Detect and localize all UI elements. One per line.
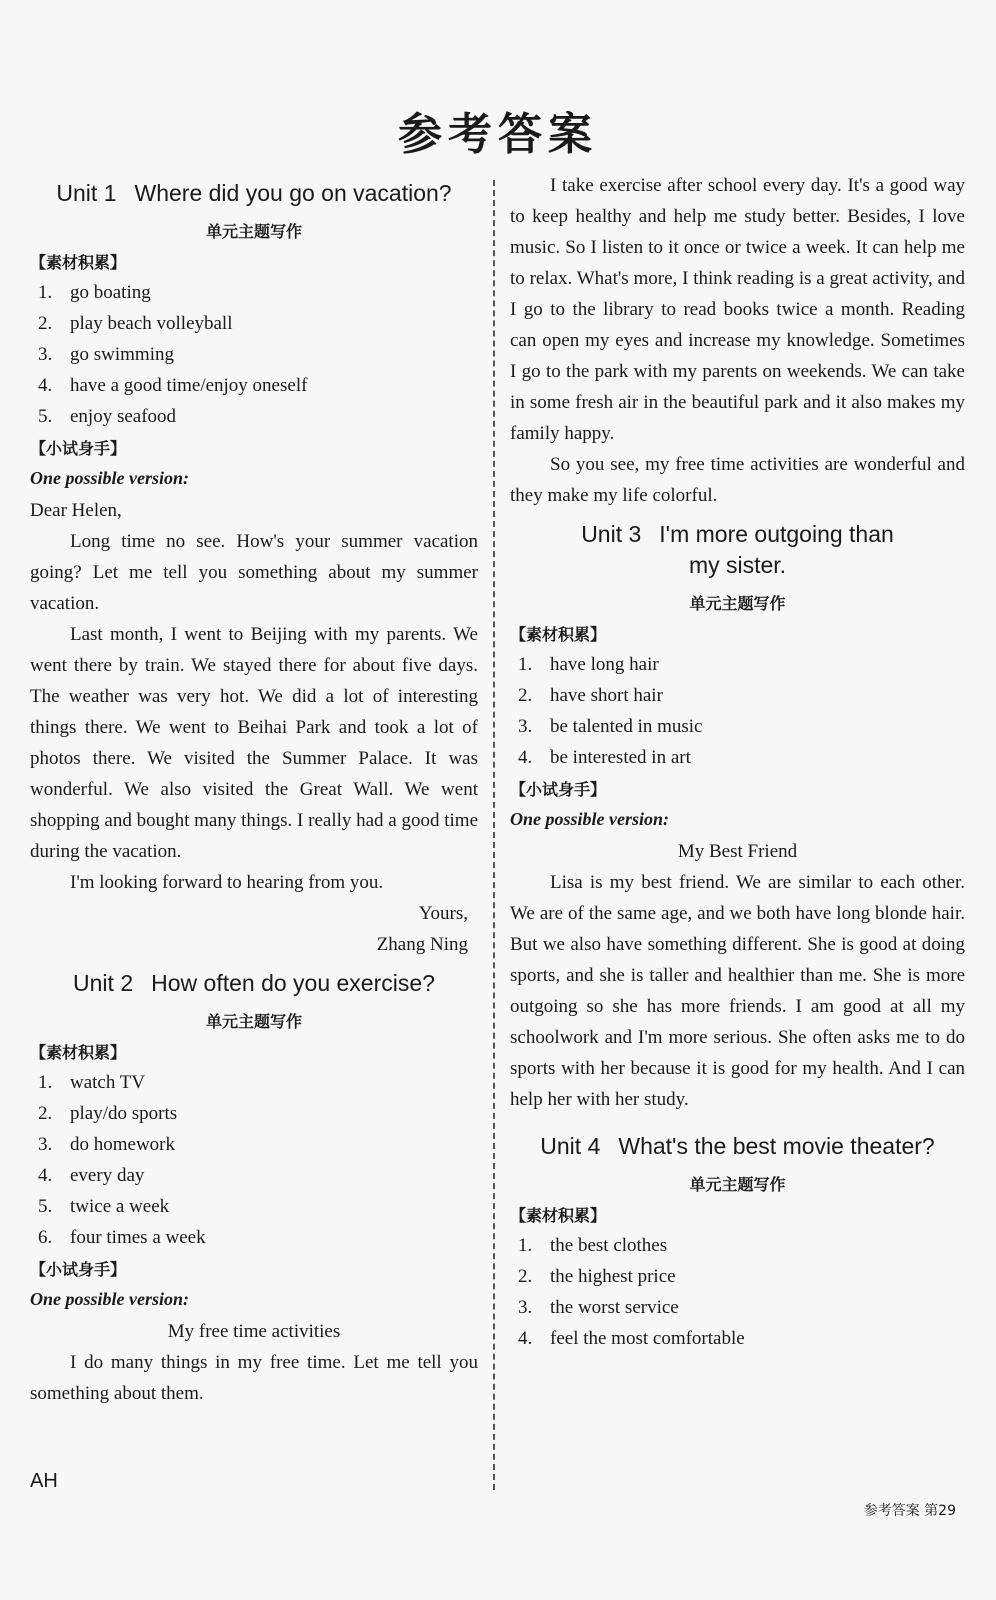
- essay-title: My Best Friend: [677, 841, 798, 862]
- list-item: 2. play/do sports: [38, 1103, 178, 1124]
- version-label: One possible version:: [30, 1289, 189, 1309]
- unit-title-line2: my sister.: [688, 552, 787, 578]
- list-item: 4. be interested in art: [518, 747, 691, 768]
- list-item: 4. feel the most comfortable: [518, 1328, 745, 1349]
- list-item: 1. go boating: [38, 282, 151, 303]
- practice-label: 【小试身手】: [510, 780, 607, 799]
- material-label: 【素材积累】: [510, 1206, 607, 1225]
- version-label: One possible version:: [510, 809, 669, 829]
- letter-closing: Yours,: [418, 903, 468, 924]
- right-column: [510, 170, 965, 1354]
- list-item: 3. do homework: [38, 1134, 176, 1155]
- unit-title: What's the best movie theater?: [618, 1133, 935, 1159]
- column-divider: [493, 180, 495, 1490]
- paragraph: Lisa is my best friend. We are similar to each other. We are of the same age, and we both have long blonde hair. But we also have something different. She is good at doing sports, and she is taller and healthier than me. She is more outgoing so she has more friends. I am good at all my schoolwork and I'm more serious. She often asks me to do sports with her because it is good for my health. And I can help her with her study.: [510, 872, 965, 1110]
- list-item: 1. watch TV: [38, 1072, 146, 1093]
- letter-signature: Zhang Ning: [376, 934, 468, 955]
- footer-page-label: 参考答案 第29: [863, 1503, 956, 1519]
- unit-heading: [510, 519, 965, 581]
- list-item: 3. go swimming: [38, 344, 174, 365]
- list-item: 2. play beach volleyball: [38, 313, 233, 334]
- list-item: 4. every day: [38, 1165, 145, 1186]
- essay-title: My free time activities: [167, 1321, 341, 1342]
- paragraph: I'm looking forward to hearing from you.: [70, 872, 384, 893]
- footer-code: AH: [30, 1470, 58, 1492]
- paragraph: I take exercise after school every day. It's a good way to keep healthy and help me study better. Besides, I love music. So I listen to it once or twice a week. It can help me to relax. What's more, I think reading is a great activity, and I go to the library to read books twice a month. Reading can open my eyes and increase my knowledge. Sometimes I go to the park with my parents on weekends. We can take in some fresh air in the beautiful park and it also makes my family happy.: [510, 175, 965, 444]
- list-item: 1. the best clothes: [518, 1235, 668, 1256]
- list-item: 3. be talented in music: [518, 716, 703, 737]
- list-item: 5. twice a week: [38, 1196, 170, 1217]
- left-column: [30, 170, 478, 1409]
- list-item: 2. the highest price: [518, 1266, 676, 1287]
- section-heading: 单元主题写作: [689, 1175, 786, 1194]
- unit-title: How often do you exercise?: [151, 970, 435, 996]
- list-item: 4. have a good time/enjoy oneself: [38, 375, 308, 396]
- unit-number: Unit 1: [56, 180, 117, 206]
- material-list: [30, 1067, 478, 1253]
- section-heading: 单元主题写作: [205, 1012, 302, 1031]
- unit-title: Where did you go on vacation?: [134, 180, 452, 206]
- page-title: 参考答案: [398, 109, 598, 160]
- material-label: 【素材积累】: [30, 1043, 127, 1062]
- list-item: 1. have long hair: [518, 654, 659, 675]
- list-item: 5. enjoy seafood: [38, 406, 177, 427]
- version-label: One possible version:: [30, 468, 189, 488]
- unit-title: I'm more outgoing than: [659, 521, 894, 547]
- section-heading: 单元主题写作: [689, 594, 786, 613]
- material-list: [510, 649, 965, 773]
- paragraph: Long time no see. How's your summer vacation going? Let me tell you something about my summer vacation.: [30, 531, 478, 614]
- list-item: 2. have short hair: [518, 685, 663, 706]
- paragraph: I do many things in my free time. Let me tell you something about them.: [30, 1352, 478, 1404]
- material-list: [30, 277, 478, 432]
- section-heading: 单元主题写作: [205, 222, 302, 241]
- unit-heading: [30, 968, 478, 999]
- unit-heading: [510, 1131, 965, 1162]
- unit-number: Unit 4: [540, 1133, 601, 1159]
- unit-heading: [30, 178, 478, 209]
- material-label: 【素材积累】: [30, 253, 127, 272]
- material-list: [510, 1230, 965, 1354]
- paragraph: Last month, I went to Beijing with my parents. We went there by train. We stayed there for about five days. The weather was very hot. We did a lot of interesting things there. We went to Beihai Park and took a lot of photos there. We visited the Summer Palace. It was wonderful. We also visited the Great Wall. We went shopping and bought many things. I really had a good time during the vacation.: [30, 624, 479, 862]
- list-item: 3. the worst service: [518, 1297, 679, 1318]
- unit-number: Unit 2: [73, 970, 134, 996]
- practice-label: 【小试身手】: [30, 439, 127, 458]
- practice-label: 【小试身手】: [30, 1260, 127, 1279]
- paragraph: So you see, my free time activities are wonderful and they make my life colorful.: [510, 454, 965, 506]
- letter-greeting: Dear Helen,: [30, 500, 122, 521]
- material-label: 【素材积累】: [510, 625, 607, 644]
- unit-number: Unit 3: [581, 521, 642, 547]
- list-item: 6. four times a week: [38, 1227, 206, 1248]
